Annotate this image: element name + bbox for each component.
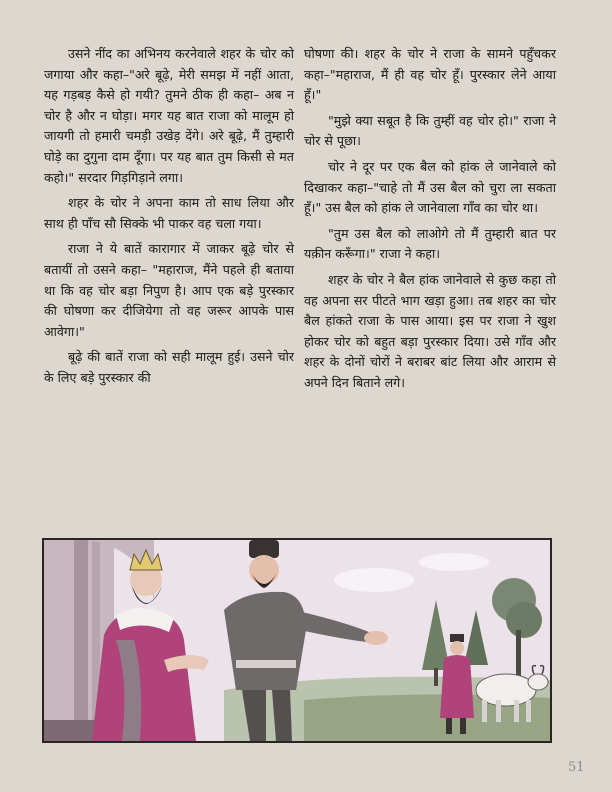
paragraph: राजा ने ये बातें कारागार में जाकर बूढ़े चोर से बतायीं तो उसने कहा– "महाराज, मैंने पहले ही बताया था कि वह चोर बड़ा निपुण है। आप एक बड़े पुरस्कार की घोषणा कर दीजियेगा तो वह जरूर आपके पास आवेगा।"	[44, 241, 294, 339]
story-illustration	[42, 538, 552, 743]
page-number: 51	[568, 760, 585, 775]
paragraph: घोषणा की। शहर के चोर ने राजा के सामने पहुँचकर कहा–"महाराज, मैं ही वह चोर हूँ। पुरस्कार लेने आया हूँ।"	[304, 46, 556, 103]
left-text-column	[44, 44, 294, 394]
paragraph: बूढ़े की बातें राजा को सही मालूम हुई। उसने चोर के लिए बड़े पुरस्कार की	[44, 349, 294, 385]
cloud	[419, 553, 489, 571]
paragraph: शहर के चोर ने बैल हांक जानेवाले से कुछ कहा तो वह अपना सर पीटते भाग खड़ा हुआ। तब शहर का चोर बैल हांकते राजा के पास आया। इस पर राजा ने खुश होकर चोर को बहुत बड़ा पुरस्कार दिया। उसे गाँव और शहर के दोनों चोरों ने बराबर बांट लिया और आराम से अपने दिन बिताने लगे।	[304, 271, 556, 390]
paragraph: "मुझे क्या सबूत है कि तुम्हीं वह चोर हो।" राजा ने चोर से पूछा।	[304, 112, 556, 149]
cloud	[334, 568, 414, 592]
paragraph: "तुम उस बैल को लाओगे तो मैं तुम्हारी बात पर यक़ीन करूँगा।" राजा ने कहा।	[304, 225, 556, 262]
paragraph: चोर ने दूर पर एक बैल को हांक ले जानेवाले को दिखाकर कहा–"चाहे तो मैं उस बैल को चुरा ला सकता हूँ।" उस बैल को हांक ले जानेवाला गाँव का चोर था।	[304, 158, 556, 216]
paragraph: शहर के चोर ने अपना काम तो साध लिया और साथ ही पाँच सौ सिक्के भी पाकर वह चला गया।	[44, 195, 294, 231]
illustration-drawing	[44, 540, 550, 741]
right-text-column	[304, 44, 556, 399]
paragraph: उसने नींद का अभिनय करनेवाले शहर के चोर को जगाया और कहा–"अरे बूढ़े, मेरी समझ में नहीं आता, यह गड़बड़ कैसे हो गयी? तुमने ठीक ही कहा– अब न चोर है और न घोड़ा। मगर यह बात राजा को मालूम हो जायगी तो हमारी चमड़ी उखेड़ देंगे। अरे बूढ़े, मैं तुम्हारी घोड़े का दुगुना दाम दूँगा। पर यह बात तुम किसी से मत कहो।" सरदार गिड़गिड़ाने लगा।	[44, 46, 294, 185]
